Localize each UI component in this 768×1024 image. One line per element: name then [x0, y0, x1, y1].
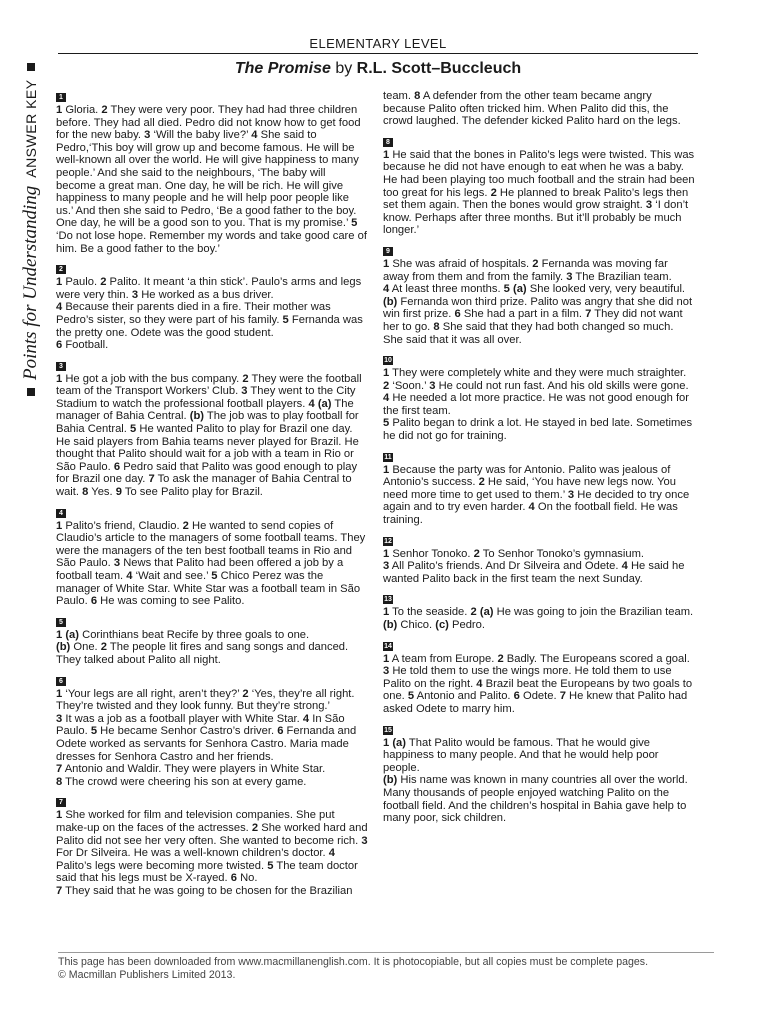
section-number-badge: 6: [56, 677, 66, 686]
section-answers-text: 1 A team from Europe. 2 Badly. The Europeans scored a goal. 3 He told them to use the wings more. He told them to use Palito on the right. 4 Brazil beat the Europeans by two goals to one. 5 Antonio and Palito. 6 Odete. 7 He knew that Palito had asked Odete to marry him.: [383, 652, 693, 715]
section-number-badge: 12: [384, 537, 392, 545]
book-author: R.L. Scott–Buccleuch: [356, 60, 522, 77]
section-answers-text: 1 Because the party was for Antonio. Palito was jealous of Antonio’s success. 2 He said, ‘You have new legs now. You need more time to get used to them.’ 3 He decided to try once again and to try even harder. 4 On the football field. He was training.: [383, 463, 690, 527]
section-answers-text: 1 She worked for film and television companies. She put make-up on the faces of the actresses. 2 She worked hard and Palito did not see her very often. She wanted to become rich. 3 For Dr Silveira. He was a well-known children’s doctor. 4 Palito’s legs were becoming more twisted. 5 The team doctor said that his legs must be X-rayed. 6 No. 7 They said that he was going to be chosen for the Brazilian: [56, 809, 368, 897]
section-number-badge: 4: [56, 509, 66, 518]
footer: [58, 956, 718, 982]
answer-section-6: [56, 674, 368, 789]
section-number-badge: 11: [384, 453, 392, 461]
section-answers-text: 1 Gloria. 2 They were very poor. They had had three children before. They had all died. Pedro did not know how to get food for the new baby. 3 ‘Will the baby live?’ 4 She said to Pedro,‘This boy will grow up and become famous. He will be well-known all over the world. He will give happiness to many people.’ And she said to the neighbours, ‘The baby will become a great man. One day, he will be rich. He will give happiness to many people and he will help poor people like us.’ And then she said to Pedro, ‘Be a good father to the boy. One day, he will be a good son to you. That is my promise.’ 5 ‘Do not lose hope. Remember my words and take good care of him. Be a good father to the boy.’: [56, 104, 367, 255]
section-number-badge: 7: [56, 798, 66, 807]
answer-section-9: [383, 244, 695, 346]
section-answers-text: 1 To the seaside. 2 (a) He was going to join the Brazilian team. (b) Chico. (c) Pedro.: [383, 606, 694, 631]
footer-download-notice: This page has been downloaded from www.macmillanenglish.com. It is photocopiable, but all copies must be complete pages.: [58, 956, 649, 968]
answer-section-5: [56, 615, 368, 667]
section-answers-text: 1 Paulo. 2 Palito. It meant ‘a thin stick’. Paulo’s arms and legs were very thin. 3 He worked as a bus driver. 4 Because their parents died in a fire. Their mother was Pedro’s sister, so they were part of his family. 5 Fernanda was the pretty one. Odete was the good student. 6 Football.: [56, 276, 363, 352]
answer-section-15: [383, 723, 695, 825]
continued-answer: [383, 90, 695, 128]
answer-section-11: [383, 450, 695, 527]
section-number-badge: 10: [384, 357, 392, 365]
section-number-badge: 14: [384, 642, 392, 650]
section-number-badge: 2: [56, 265, 66, 274]
footer-copyright: © Macmillan Publishers Limited 2013.: [58, 969, 236, 981]
section-answers-text: 1 (a) Corinthians beat Recife by three goals to one. (b) One. 2 The people lit fires and sang songs and danced. They talked about Palito all night.: [56, 628, 349, 666]
section-answers-text: 1 ‘Your legs are all right, aren’t they?’ 2 ‘Yes, they’re all right. They’re twisted and they look funny. But they’re strong.’ 3 It was a job as a football player with White Star. 4 In São Paulo. 5 He became Senhor Castro’s driver. 6 Fernanda and Odete worked as servants for Senhora Castro. Maria made dresses for Senhora Castro and her friends. 7 Antonio and Waldir. They were players in White Star. 8 The crowd were cheering his son at every game.: [56, 687, 357, 788]
section-answers-text: 1 He said that the bones in Palito’s legs were twisted. This was because he did not have enough to eat when he was a baby. He had been playing too much football and the strain had been too great for his legs. 2 He planned to break Palito’s legs then set them again. Then the bones would grow straight. 3 ‘I don’t know. Perhaps after three months. But it’ll probably be much longer.’: [383, 148, 695, 237]
title-by: by: [335, 60, 353, 77]
section-number-badge: 15: [384, 726, 392, 734]
level-heading: ELEMENTARY LEVEL: [309, 36, 447, 51]
answer-section-4: [56, 506, 368, 608]
left-column: [56, 90, 368, 904]
square-bullet-icon: [27, 388, 35, 396]
answer-section-10: [383, 353, 695, 443]
answer-section-8: [383, 135, 695, 237]
book-title: The Promise: [234, 60, 331, 77]
section-number-badge: 13: [384, 596, 392, 604]
answer-section-13: [383, 592, 695, 631]
answer-section-14: [383, 639, 695, 716]
side-label: [16, 44, 46, 404]
section-answers-text: 1 Senhor Tonoko. 2 To Senhor Tonoko’s gymnasium. 3 All Palito’s friends. And Dr Silveira and Odete. 4 He said he wanted Palito back in the first team the next Sunday.: [383, 547, 685, 585]
section-answers-text: 1 Palito’s friend, Claudio. 2 He wanted to send copies of Claudio’s article to the managers of some football teams. They were the managers of the ten best football teams in Rio and São Paulo. 3 News that Palito had been offered a job by a football team. 4 ‘Wait and see.’ 5 Chico Perez was the manager of White Star. White Star was a football team in São Paulo. 6 He was coming to see Palito.: [56, 519, 366, 608]
section-number-badge: 9: [383, 247, 393, 256]
header-rule: [58, 53, 698, 54]
section-number-badge: 8: [383, 138, 393, 147]
answer-section-1: [56, 90, 368, 255]
answer-section-3: [56, 359, 368, 499]
answer-section-7: [56, 795, 368, 897]
section-number-badge: 3: [56, 362, 66, 371]
continued-answer-text: team. 8 A defender from the other team became angry because Palito often tricked him. When Palito did this, the crowd laughed. The defender kicked Palito hard on the legs.: [383, 90, 681, 128]
page-title: [58, 60, 698, 78]
answer-section-2: [56, 262, 368, 352]
answer-section-12: [383, 534, 695, 586]
section-answers-text: 1 (a) That Palito would be famous. That he would give happiness to many people. And that he would help poor people. (b) His name was known in many countries all over the world. Many thousands of people enjoyed watching Palito on the football field. And the children’s hospital in Bahia gave help to many poor, sick children.: [383, 736, 688, 825]
section-number-badge: 1: [56, 93, 66, 102]
right-column: [383, 90, 695, 832]
side-label-italic: Points for Understanding: [20, 185, 41, 380]
footer-rule: [58, 952, 714, 953]
section-answers-text: 1 He got a job with the bus company. 2 They were the football team of the Transport Workers’ Club. 3 They went to the City Stadium to watch the professional football players. 4 (a) The manager of Bahia Central. (b) The job was to play football for Bahia Central. 5 He wanted Palito to play for Brazil one day. He said players from Bahia teams never played for Brazil. He thought that Palito should wait for a job with a team in Rio or São Paulo. 6 Pedro said that Palito was good enough to play for Brazil one day. 7 To ask the manager of Bahia Central to wait. 8 Yes. 9 To see Palito play for Brazil.: [56, 372, 362, 499]
section-number-badge: 5: [56, 618, 66, 627]
square-bullet-icon: [27, 63, 35, 71]
side-label-answer-key: ANSWER KEY: [23, 79, 39, 178]
section-answers-text: 1 She was afraid of hospitals. 2 Fernanda was moving far away from them and from the family. 3 The Brazilian team. 4 At least three months. 5 (a) She looked very, very beautiful. (b) Fernanda won third prize. Palito was angry that she did not win first prize. 6 She had a part in a film. 7 They did not want her to go. 8 She said that they had both changed so much. She said that it was all over.: [383, 257, 693, 346]
section-answers-text: 1 They were completely white and they were much straighter. 2 ‘Soon.’ 3 He could not run fast. And his old skills were gone. 4 He needed a lot more practice. He was not good enough for the first team. 5 Palito began to drink a lot. He stayed in bed late. Sometimes he did not go for training.: [383, 367, 693, 443]
